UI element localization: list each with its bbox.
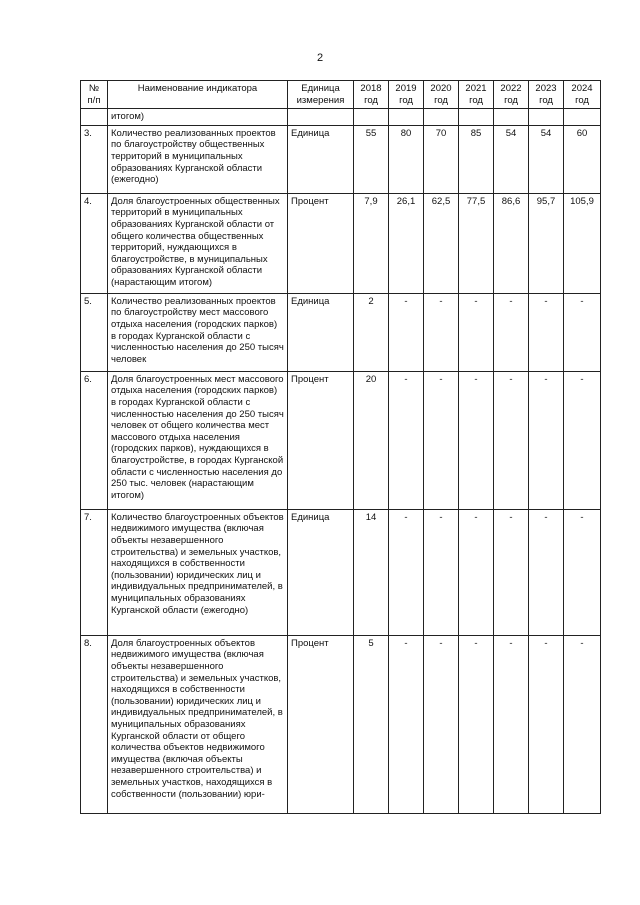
- value-cell: -: [494, 293, 529, 371]
- unit-cell: Единица: [288, 125, 354, 193]
- header-unit: Единица измерения: [288, 81, 354, 109]
- value-cell: -: [389, 635, 424, 813]
- value-cell: 5: [354, 635, 389, 813]
- row-number: 8.: [81, 635, 108, 813]
- value-cell: -: [459, 635, 494, 813]
- unit-cell: Процент: [288, 635, 354, 813]
- value-cell: -: [529, 293, 564, 371]
- unit-cell: Единица: [288, 293, 354, 371]
- header-name: Наименование индикатора: [108, 81, 288, 109]
- header-row: [81, 81, 601, 109]
- value-cell: 95,7: [529, 193, 564, 293]
- unit-cell: Процент: [288, 193, 354, 293]
- value-cell: 62,5: [424, 193, 459, 293]
- header-year: 2021 год: [459, 81, 494, 109]
- value-cell: -: [564, 371, 601, 509]
- value-cell: -: [389, 371, 424, 509]
- table-row: [81, 193, 601, 293]
- indicator-name: Количество реализованных проектов по благоустройству общественных территорий в муниципальных образованиях Курганской области (ежегодно): [108, 125, 288, 193]
- page-number: 2: [316, 52, 324, 64]
- indicator-name: Количество реализованных проектов по благоустройству мест массового отдыха населения (городских парков) в городах Курганской области с численностью населения до 250 тысяч человек: [108, 293, 288, 371]
- header-num: № п/п: [81, 81, 108, 109]
- unit-cell: Единица: [288, 509, 354, 635]
- row-number: 7.: [81, 509, 108, 635]
- value-cell: 54: [529, 125, 564, 193]
- value-cell: -: [389, 509, 424, 635]
- value-cell: -: [424, 509, 459, 635]
- value-cell: 2: [354, 293, 389, 371]
- value-cell: -: [529, 509, 564, 635]
- value-cell: -: [529, 371, 564, 509]
- header-year: 2018 год: [354, 81, 389, 109]
- header-year: 2023 год: [529, 81, 564, 109]
- cell-empty: [81, 109, 108, 126]
- value-cell: -: [389, 293, 424, 371]
- value-cell: -: [459, 371, 494, 509]
- value-cell: 20: [354, 371, 389, 509]
- value-cell: -: [424, 635, 459, 813]
- cell-empty: [354, 109, 389, 126]
- value-cell: 80: [389, 125, 424, 193]
- row-number: 3.: [81, 125, 108, 193]
- value-cell: -: [424, 371, 459, 509]
- indicator-name: Доля благоустроенных мест массового отдыха населения (городских парков) в городах Курганской области с численностью населения до 250 тысяч человек от общего количества мест массового отдыха населения (городских парков), нуждающихся в благоустройстве, в городах Курганской области с численностью населения до 250 тыс. человек (нарастающим итогом): [108, 371, 288, 509]
- value-cell: 77,5: [459, 193, 494, 293]
- value-cell: 26,1: [389, 193, 424, 293]
- value-cell: -: [564, 635, 601, 813]
- value-cell: -: [564, 293, 601, 371]
- value-cell: 54: [494, 125, 529, 193]
- value-cell: 7,9: [354, 193, 389, 293]
- table-row: [81, 371, 601, 509]
- value-cell: 14: [354, 509, 389, 635]
- indicator-name: Доля благоустроенных объектов недвижимого имущества (включая объекты незавершенного строительства) и земельных участков, находящихся в собственности (пользовании) юридических лиц и индивидуальных предпринимателей, в муниципальных образованиях Курганской области от общего количества объектов недвижимого имущества (включая объекты незавершенного строительства) и земельных участков, находящихся в собственности (пользовании) юри-: [108, 635, 288, 813]
- header-year: 2024 год: [564, 81, 601, 109]
- cell-empty: [288, 109, 354, 126]
- value-cell: -: [564, 509, 601, 635]
- continuation-row: [81, 109, 601, 126]
- row-number: 5.: [81, 293, 108, 371]
- value-cell: 70: [424, 125, 459, 193]
- cell-empty: [389, 109, 424, 126]
- header-year: 2019 год: [389, 81, 424, 109]
- value-cell: 85: [459, 125, 494, 193]
- value-cell: -: [494, 509, 529, 635]
- value-cell: 105,9: [564, 193, 601, 293]
- indicator-name: Количество благоустроенных объектов недвижимого имущества (включая объекты незавершенного строительства) и земельных участков, находящихся в собственности (пользовании) юридических лиц и индивидуальных предпринимателей, в муниципальных образованиях Курганской области (ежегодно): [108, 509, 288, 635]
- value-cell: -: [459, 293, 494, 371]
- cell-empty: [494, 109, 529, 126]
- indicators-table: [80, 80, 601, 814]
- table-row: [81, 293, 601, 371]
- table-row: [81, 635, 601, 813]
- unit-cell: Процент: [288, 371, 354, 509]
- cell-empty: [424, 109, 459, 126]
- continuation-text: итогом): [108, 109, 288, 126]
- value-cell: -: [494, 371, 529, 509]
- value-cell: 60: [564, 125, 601, 193]
- cell-empty: [564, 109, 601, 126]
- row-number: 4.: [81, 193, 108, 293]
- header-year: 2020 год: [424, 81, 459, 109]
- value-cell: -: [494, 635, 529, 813]
- cell-empty: [529, 109, 564, 126]
- value-cell: 86,6: [494, 193, 529, 293]
- cell-empty: [459, 109, 494, 126]
- value-cell: 55: [354, 125, 389, 193]
- indicator-name: Доля благоустроенных общественных территорий в муниципальных образованиях Курганской области от общего количества общественных территорий, нуждающихся в благоустройстве, в муниципальных образованиях Курганской области (нарастающим итогом): [108, 193, 288, 293]
- row-number: 6.: [81, 371, 108, 509]
- table-row: [81, 125, 601, 193]
- value-cell: -: [424, 293, 459, 371]
- value-cell: -: [459, 509, 494, 635]
- header-year: 2022 год: [494, 81, 529, 109]
- table-row: [81, 509, 601, 635]
- value-cell: -: [529, 635, 564, 813]
